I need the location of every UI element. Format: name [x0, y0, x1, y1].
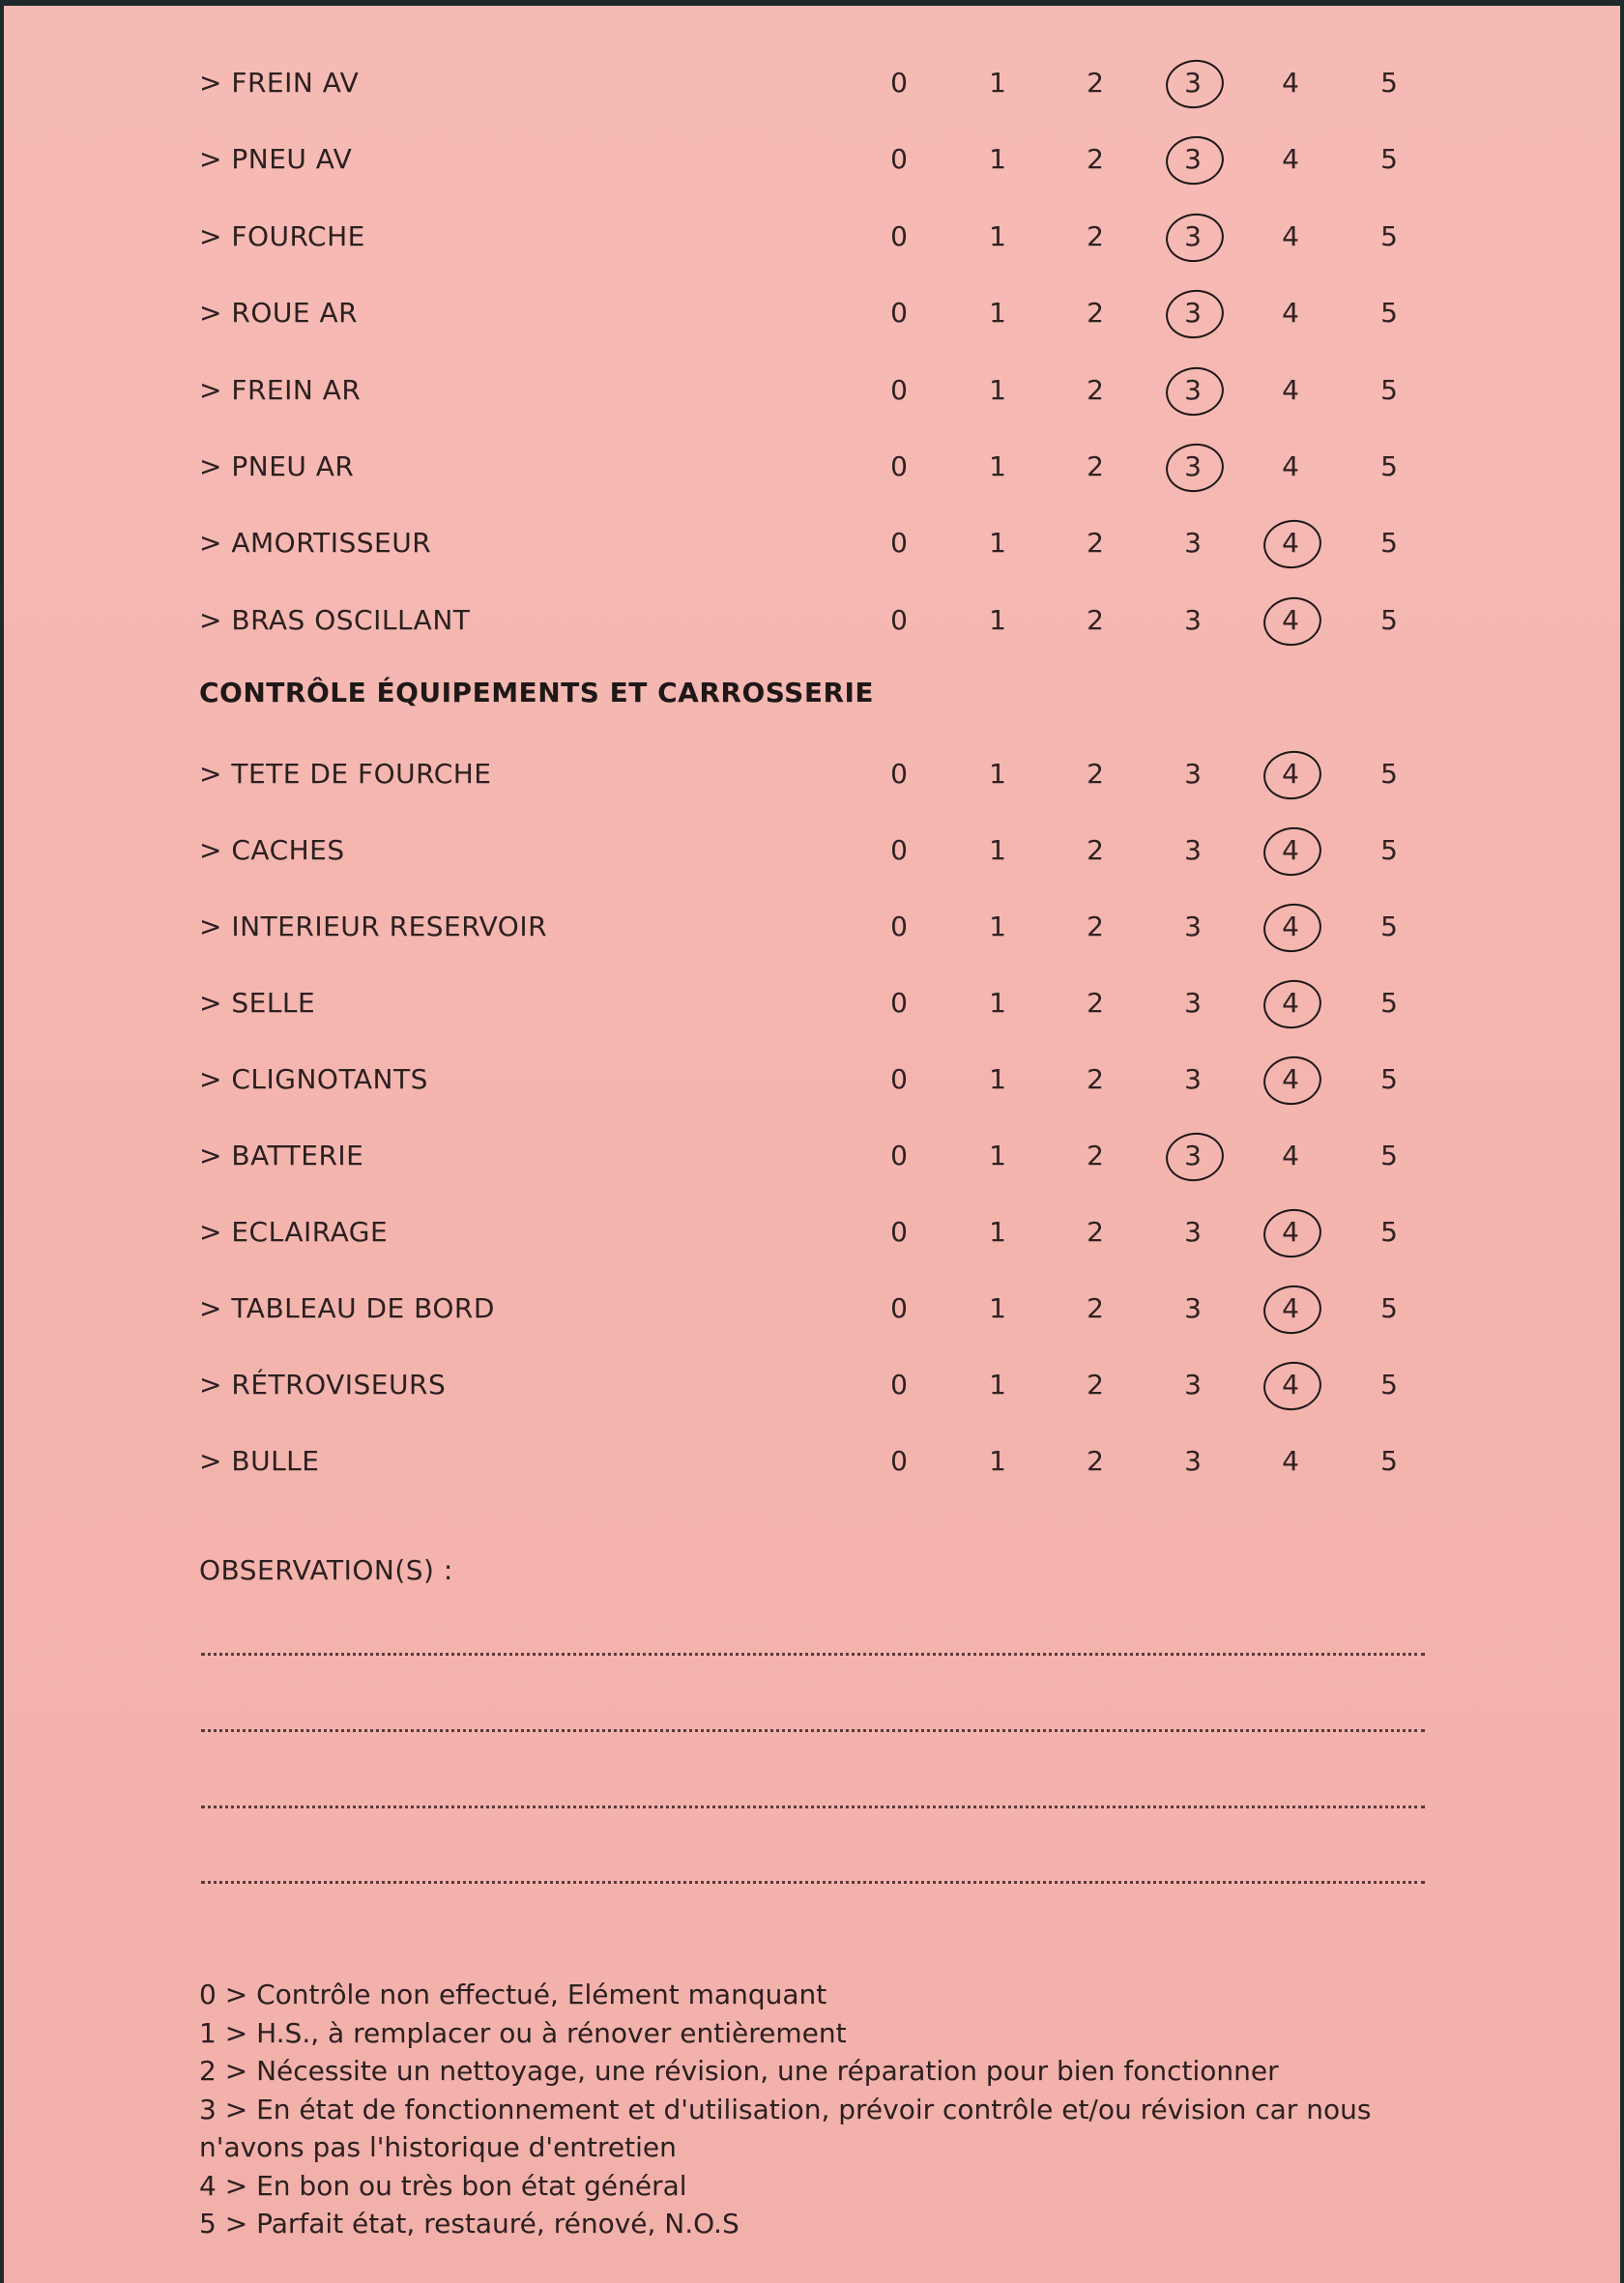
item-label: > SELLE	[199, 987, 316, 1019]
score-option[interactable]: 3	[1184, 834, 1202, 866]
score-option[interactable]: 0	[890, 1063, 908, 1095]
score-option[interactable]: 4	[1282, 373, 1299, 406]
inspection-sheet	[4, 6, 1620, 2283]
observations-label: OBSERVATION(S) :	[199, 1554, 453, 1586]
score-option[interactable]: 0	[890, 834, 908, 866]
checklist-row	[4, 438, 1620, 496]
score-option[interactable]: 5	[1380, 67, 1398, 99]
item-label: > BATTERIE	[199, 1140, 364, 1171]
score-option-selected[interactable]: 3	[1164, 438, 1222, 496]
score-option-selected[interactable]: 4	[1262, 822, 1320, 880]
score-option[interactable]: 2	[1087, 1140, 1104, 1171]
score-option[interactable]: 3	[1184, 1063, 1202, 1095]
score-option[interactable]: 2	[1087, 910, 1104, 942]
score-option[interactable]: 0	[890, 1216, 908, 1248]
score-option[interactable]: 0	[890, 910, 908, 942]
checklist-row	[4, 1356, 1620, 1414]
score-option[interactable]: 5	[1380, 219, 1398, 252]
score-option[interactable]: 5	[1380, 143, 1398, 176]
score-option[interactable]: 3	[1184, 1216, 1202, 1248]
score-option[interactable]: 1	[989, 450, 1006, 482]
score-option[interactable]: 0	[890, 143, 908, 176]
score-option[interactable]: 4	[1282, 67, 1299, 99]
score-option[interactable]: 2	[1087, 758, 1104, 790]
score-option[interactable]: 3	[1184, 1369, 1202, 1401]
checklist-row	[4, 1051, 1620, 1109]
score-option-selected[interactable]: 3	[1164, 130, 1222, 188]
score-option[interactable]: 0	[890, 297, 908, 330]
score-option[interactable]: 5	[1380, 1369, 1398, 1401]
score-option-selected[interactable]: 4	[1262, 1051, 1320, 1109]
score-option[interactable]: 3	[1184, 603, 1202, 636]
item-label: > CACHES	[199, 834, 345, 866]
score-option-selected[interactable]: 4	[1262, 1356, 1320, 1414]
item-label: > FREIN AV	[199, 67, 360, 99]
score-option[interactable]: 5	[1380, 834, 1398, 866]
score-option[interactable]: 5	[1380, 1292, 1398, 1324]
score-option[interactable]: 2	[1087, 1292, 1104, 1324]
score-option[interactable]: 4	[1282, 219, 1299, 252]
score-option[interactable]: 1	[989, 1292, 1006, 1324]
score-option[interactable]: 5	[1380, 1063, 1398, 1095]
score-option[interactable]: 2	[1087, 527, 1104, 560]
checklist-row	[4, 1280, 1620, 1338]
score-option[interactable]: 0	[890, 67, 908, 99]
score-option[interactable]: 3	[1184, 1292, 1202, 1324]
score-option[interactable]: 1	[989, 527, 1006, 560]
score-option[interactable]: 1	[989, 1063, 1006, 1095]
item-label: > AMORTISSEUR	[199, 527, 432, 560]
observation-line[interactable]	[201, 1881, 1425, 1884]
observation-line[interactable]	[201, 1653, 1425, 1656]
score-option[interactable]: 2	[1087, 219, 1104, 252]
checklist-row	[4, 361, 1620, 419]
score-option[interactable]: 3	[1184, 987, 1202, 1019]
score-option[interactable]: 3	[1184, 758, 1202, 790]
score-option[interactable]: 4	[1282, 143, 1299, 176]
score-option[interactable]: 0	[890, 219, 908, 252]
score-option[interactable]: 2	[1087, 373, 1104, 406]
score-option-selected[interactable]: 3	[1164, 1127, 1222, 1185]
checklist-row	[4, 745, 1620, 803]
score-option[interactable]: 2	[1087, 67, 1104, 99]
score-option[interactable]: 5	[1380, 910, 1398, 942]
checklist-row	[4, 1203, 1620, 1261]
score-option-selected[interactable]: 3	[1164, 361, 1222, 419]
section-title: CONTRÔLE ÉQUIPEMENTS ET CARROSSERIE	[199, 677, 875, 708]
score-option-selected[interactable]: 3	[1164, 54, 1222, 112]
score-option[interactable]: 2	[1087, 603, 1104, 636]
rating-legend	[199, 1976, 1456, 2243]
score-option[interactable]: 0	[890, 450, 908, 482]
score-option[interactable]: 1	[989, 910, 1006, 942]
legend-item: 5 > Parfait état, restauré, rénové, N.O.S	[199, 2208, 740, 2240]
checklist-row	[4, 284, 1620, 342]
item-label: > BULLE	[199, 1445, 320, 1477]
checklist-row	[4, 1432, 1620, 1490]
legend-item: 3 > En état de fonctionnement et d'utilisation, prévoir contrôle et/ou révision car nous n'avons pas l'historique d'entretien	[199, 2093, 1372, 2163]
score-option-selected[interactable]: 4	[1262, 745, 1320, 803]
score-option[interactable]: 0	[890, 758, 908, 790]
legend-item: 2 > Nécessite un nettoyage, une révision, une réparation pour bien fonctionner	[199, 2055, 1279, 2087]
score-option[interactable]: 5	[1380, 373, 1398, 406]
legend-item: 4 > En bon ou très bon état général	[199, 2169, 687, 2202]
score-option[interactable]: 3	[1184, 1445, 1202, 1477]
score-option[interactable]: 5	[1380, 1140, 1398, 1171]
checklist-row	[4, 54, 1620, 112]
score-option[interactable]: 5	[1380, 758, 1398, 790]
item-label: > FREIN AR	[199, 373, 362, 406]
score-option[interactable]: 2	[1087, 834, 1104, 866]
score-option[interactable]: 0	[890, 1445, 908, 1477]
score-option[interactable]: 4	[1282, 450, 1299, 482]
item-label: > INTERIEUR RESERVOIR	[199, 910, 548, 942]
checklist-row	[4, 514, 1620, 572]
score-option[interactable]: 0	[890, 373, 908, 406]
score-option[interactable]: 0	[890, 1292, 908, 1324]
score-option[interactable]: 5	[1380, 987, 1398, 1019]
score-option[interactable]: 1	[989, 758, 1006, 790]
checklist-row	[4, 974, 1620, 1032]
score-option[interactable]: 1	[989, 1216, 1006, 1248]
score-option-selected[interactable]: 4	[1262, 514, 1320, 572]
score-option[interactable]: 0	[890, 603, 908, 636]
checklist-row	[4, 898, 1620, 956]
score-option[interactable]: 0	[890, 1369, 908, 1401]
item-label: > ECLAIRAGE	[199, 1216, 389, 1248]
score-option-selected[interactable]: 4	[1262, 898, 1320, 956]
score-option[interactable]: 1	[989, 1369, 1006, 1401]
score-option-selected[interactable]: 3	[1164, 284, 1222, 342]
score-option[interactable]: 4	[1282, 297, 1299, 330]
score-option[interactable]: 5	[1380, 297, 1398, 330]
item-label: > PNEU AV	[199, 143, 353, 176]
score-option[interactable]: 1	[989, 373, 1006, 406]
score-option[interactable]: 0	[890, 527, 908, 560]
item-label: > FOURCHE	[199, 219, 365, 252]
score-option[interactable]: 2	[1087, 1369, 1104, 1401]
score-option[interactable]: 3	[1184, 910, 1202, 942]
score-option[interactable]: 2	[1087, 450, 1104, 482]
checklist-row	[4, 592, 1620, 650]
score-option-selected[interactable]: 3	[1164, 208, 1222, 266]
checklist-row	[4, 208, 1620, 266]
score-option[interactable]: 1	[989, 1445, 1006, 1477]
score-option[interactable]: 1	[989, 143, 1006, 176]
score-option-selected[interactable]: 4	[1262, 1280, 1320, 1338]
score-option[interactable]: 1	[989, 987, 1006, 1019]
score-option[interactable]: 5	[1380, 527, 1398, 560]
score-option[interactable]: 2	[1087, 297, 1104, 330]
score-option-selected[interactable]: 4	[1262, 974, 1320, 1032]
item-label: > TABLEAU DE BORD	[199, 1292, 495, 1324]
checklist-row	[4, 822, 1620, 880]
score-option[interactable]: 2	[1087, 1063, 1104, 1095]
score-option[interactable]: 5	[1380, 603, 1398, 636]
score-option[interactable]: 5	[1380, 1216, 1398, 1248]
score-option[interactable]: 0	[890, 987, 908, 1019]
score-option[interactable]: 2	[1087, 1216, 1104, 1248]
score-option[interactable]: 4	[1282, 1140, 1299, 1171]
score-option-selected[interactable]: 4	[1262, 592, 1320, 650]
legend-item: 1 > H.S., à remplacer ou à rénover entièrement	[199, 2016, 847, 2049]
score-option[interactable]: 1	[989, 219, 1006, 252]
item-label: > TETE DE FOURCHE	[199, 758, 492, 790]
item-label: > RÉTROVISEURS	[199, 1369, 447, 1401]
observation-line[interactable]	[201, 1729, 1425, 1732]
legend-item: 0 > Contrôle non effectué, Elément manquant	[199, 1979, 827, 2010]
score-option[interactable]: 4	[1282, 1445, 1299, 1477]
score-option[interactable]: 5	[1380, 450, 1398, 482]
score-option[interactable]: 2	[1087, 1445, 1104, 1477]
score-option[interactable]: 3	[1184, 527, 1202, 560]
score-option[interactable]: 5	[1380, 1445, 1398, 1477]
score-option[interactable]: 1	[989, 67, 1006, 99]
checklist-row	[4, 130, 1620, 188]
item-label: > ROUE AR	[199, 297, 359, 330]
score-option[interactable]: 2	[1087, 987, 1104, 1019]
score-option[interactable]: 1	[989, 1140, 1006, 1171]
observation-line[interactable]	[201, 1806, 1425, 1808]
item-label: > PNEU AR	[199, 450, 355, 482]
item-label: > BRAS OSCILLANT	[199, 603, 471, 636]
score-option[interactable]: 2	[1087, 143, 1104, 176]
score-option[interactable]: 1	[989, 834, 1006, 866]
item-label: > CLIGNOTANTS	[199, 1063, 428, 1095]
score-option[interactable]: 1	[989, 297, 1006, 330]
checklist-row	[4, 1127, 1620, 1185]
score-option[interactable]: 0	[890, 1140, 908, 1171]
score-option[interactable]: 1	[989, 603, 1006, 636]
score-option-selected[interactable]: 4	[1262, 1203, 1320, 1261]
